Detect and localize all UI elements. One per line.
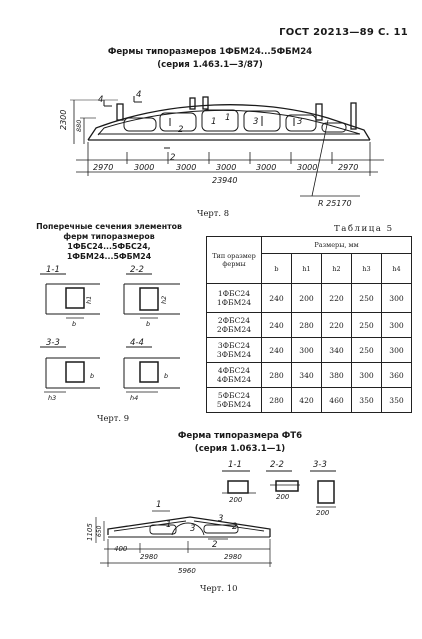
section-dim-h4: h4 [130,394,139,402]
page-header: ГОСТ 20213—89 С. 11 [279,27,408,38]
table-5-caption: Таблица 5 [334,224,394,234]
table-header-h3: h3 [352,254,382,284]
figure-8-title: Фермы типоразмеров 1ФБМ24...5ФБМ24 [107,47,313,57]
table-cell: 420 [292,388,322,413]
table-5 [206,236,412,413]
table-cell-type: 2ФБС24 2ФБМ24 [207,313,262,338]
table-cell: 250 [352,284,382,313]
section-mark-2b: 2 [170,153,176,163]
table-cell: 350 [382,388,412,413]
table-row [207,284,412,313]
section-dim-h2: h2 [160,295,168,304]
section-dim-b-2: b [146,320,151,328]
dim-span-2: 3000 [134,163,155,172]
sections-title [34,222,184,262]
section-mark-2: 2 [178,125,184,135]
dim-radius: R 25170 [318,199,352,208]
table-cell: 220 [322,313,352,338]
dim-span-3: 3000 [176,163,197,172]
ft6-section-mark-1b: 1 [166,520,172,530]
table-cell-type: 3ФБС24 3ФБМ24 [207,338,262,363]
table-col-sizes: Размеры, мм [262,237,412,254]
table-cell: 360 [382,363,412,388]
table-cell: 300 [382,284,412,313]
table-row [207,338,412,363]
table-cell: 350 [352,388,382,413]
figure-8-subtitle: (серия 1.463.1—3/87) [157,60,263,70]
dim-height-total: 2300 [59,109,68,130]
table-cell: 240 [262,313,292,338]
table-cell: 300 [352,363,382,388]
table-header-h2: h2 [322,254,352,284]
dim-span-4: 3000 [216,163,237,172]
ft6-section-mark-1: 1 [156,500,162,510]
sections-title-line-4: 1ФБМ24...5ФБМ24 [66,252,152,261]
table-cell: 340 [292,363,322,388]
table-cell: 300 [382,338,412,363]
section-dim-b-3: b [90,372,95,380]
ft6-section-label-1-1: 1-1 [228,460,242,470]
table-cell-type: 4ФБС24 4ФБМ24 [207,363,262,388]
table-cell: 380 [322,363,352,388]
table-row [207,363,412,388]
table-row [207,388,412,413]
table-cell: 340 [322,338,352,363]
ft6-dim-span-2: 2980 [224,553,242,561]
section-mark-1: 1 [225,113,231,123]
table-cell: 220 [322,284,352,313]
table-cell: 240 [262,284,292,313]
figure-8-caption: Черт. 8 [197,208,230,218]
ft6-section-label-2-2: 2-2 [270,460,284,470]
ft6-section-dim-2: 200 [276,493,290,501]
figure-9-caption: Черт. 9 [97,413,130,423]
figure-10-subtitle: (серия 1.063.1—1) [194,444,286,454]
figure-10-caption: Черт. 10 [200,583,238,593]
section-mark-4: 4 [98,95,104,105]
truss-drawing-1fbm24 [0,0,422,215]
ft6-dim-h-total: 1105 [86,523,94,541]
section-mark-3b: 3 [297,117,303,127]
ft6-dim-h-end: 650 [96,525,103,537]
section-label-3-3: 3-3 [46,338,60,348]
table-header-h4: h4 [382,254,412,284]
ft6-section-mark-3b: 3 [218,514,224,524]
table-cell: 250 [352,313,382,338]
table-header-h1: h1 [292,254,322,284]
section-dim-h1: h1 [85,295,93,304]
dim-span-6: 3000 [297,163,318,172]
table-cell: 200 [292,284,322,313]
ft6-section-label-3-3: 3-3 [313,460,327,470]
table-cell-type: 5ФБС24 5ФБМ24 [207,388,262,413]
ft6-section-mark-3: 3 [190,524,196,534]
ft6-section-dim-1: 200 [229,496,243,504]
table-cell: 280 [262,363,292,388]
ft6-section-mark-2: 2 [212,540,218,550]
cross-sections-drawing [0,262,190,412]
dim-height-end: 880 [75,119,83,132]
table-header-b: b [262,254,292,284]
section-label-2-2: 2-2 [130,265,144,275]
dim-span-7: 2970 [338,163,359,172]
figure-10-title: Ферма типоразмера ФТ6 [177,431,303,441]
section-mark-4b: 4 [136,90,142,100]
section-dim-b-4: b [164,372,169,380]
section-dim-h3: h3 [48,394,57,402]
dim-total: 23940 [212,176,238,185]
table-cell: 300 [292,338,322,363]
section-dim-b-1: b [72,320,77,328]
section-label-1-1: 1-1 [46,265,60,275]
table-row [207,313,412,338]
dim-span-1: 2970 [93,163,114,172]
ft6-dim-span-1: 2980 [140,553,158,561]
section-mark-1b: 1 [211,117,217,127]
section-label-4-4: 4-4 [130,338,144,348]
table-cell: 250 [352,338,382,363]
section-mark-3: 3 [253,117,259,127]
sections-title-line-3: 1ФБС24...5ФБС24, [67,242,151,251]
ft6-dim-total: 5960 [178,567,196,575]
table-cell: 280 [262,388,292,413]
table-cell: 460 [322,388,352,413]
table-col-type: Тип оразмер фермы [207,237,262,284]
table-cell: 240 [262,338,292,363]
table-cell-type: 1ФБС24 1ФБМ24 [207,284,262,313]
sections-title-line-1: Поперечные сечения элементов [36,222,182,231]
dim-span-5: 3000 [256,163,277,172]
ft6-section-mark-2b: 2 [232,522,238,532]
table-cell: 300 [382,313,412,338]
table-cell: 280 [292,313,322,338]
truss-drawing-ft6 [0,455,422,580]
ft6-section-dim-3: 200 [316,509,330,517]
ft6-dim-400: 400 [114,545,128,553]
sections-title-line-2: ферм типоразмеров [63,232,155,241]
